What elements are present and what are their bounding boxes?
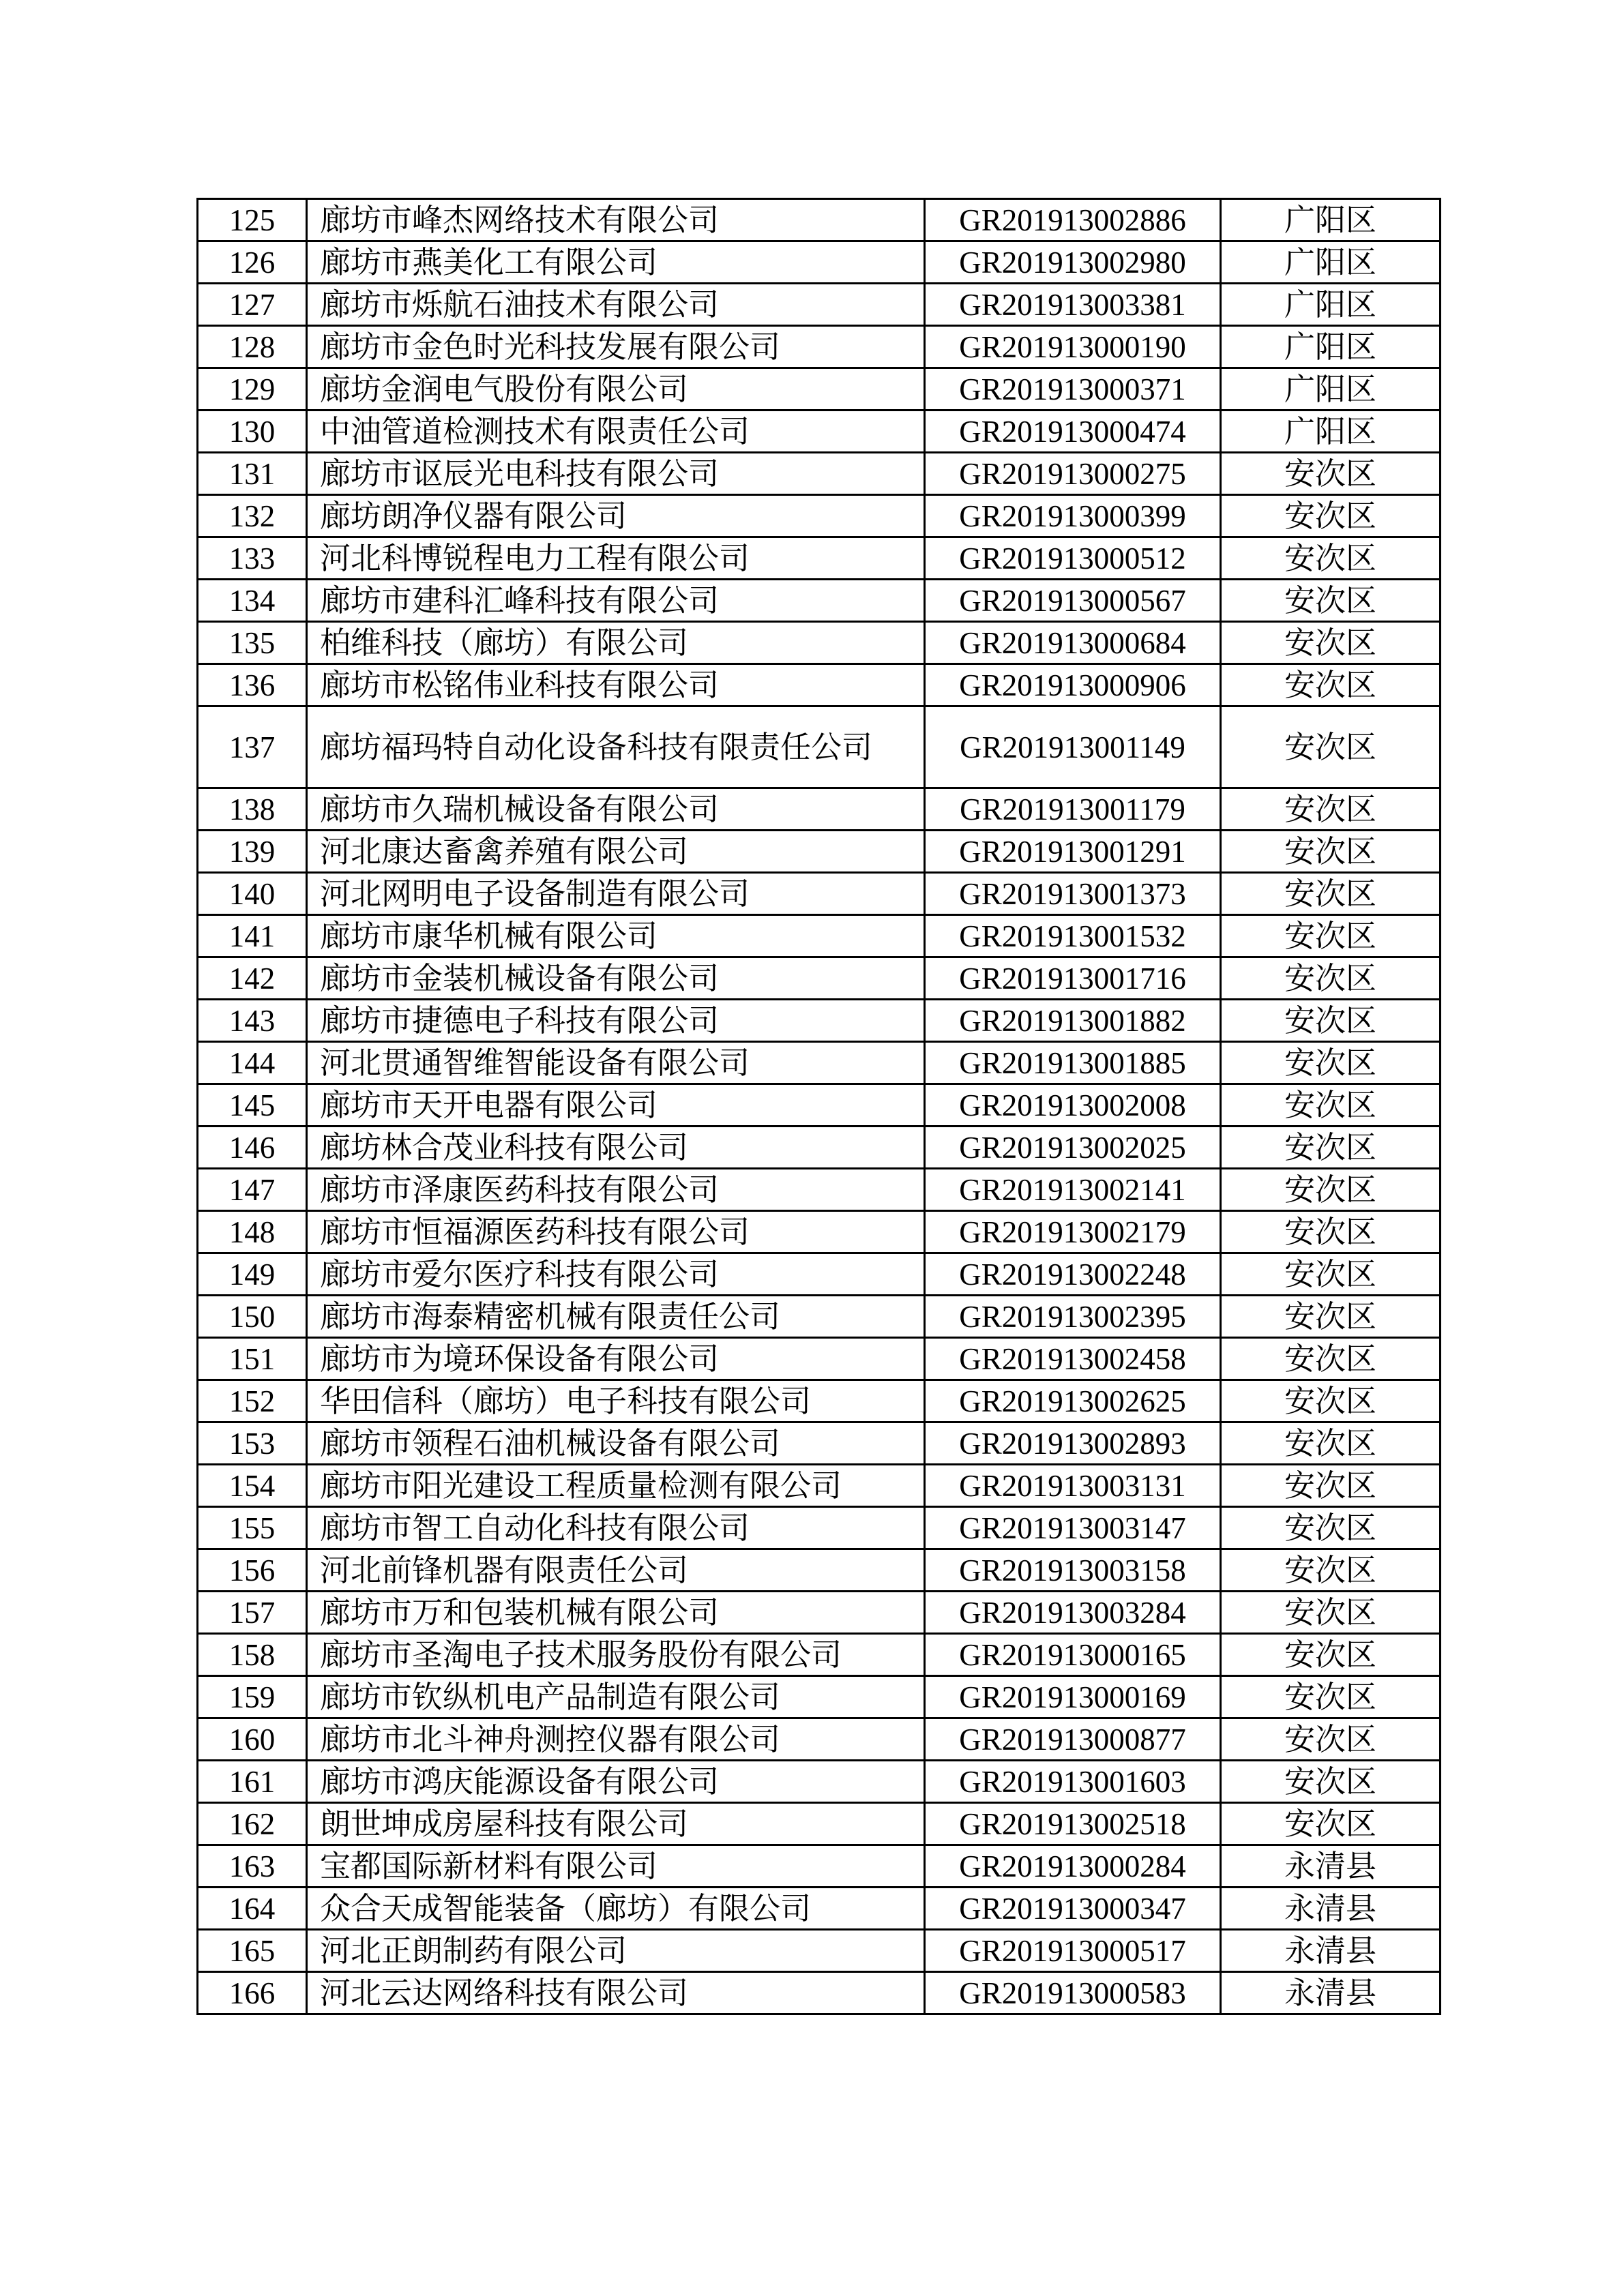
district: 安次区 [1221,1000,1441,1042]
certificate-number: GR201913002025 [925,1127,1221,1169]
row-number: 143 [198,1000,307,1042]
district: 安次区 [1221,1761,1441,1803]
company-name: 廊坊朗净仪器有限公司 [307,495,925,537]
table-row [198,1000,1441,1042]
row-number: 157 [198,1592,307,1634]
row-number: 135 [198,622,307,664]
district: 安次区 [1221,1338,1441,1380]
row-number: 141 [198,915,307,957]
certificate-number: GR201913000371 [925,368,1221,411]
company-name: 廊坊市讴辰光电科技有限公司 [307,453,925,495]
company-name: 廊坊市为境环保设备有限公司 [307,1338,925,1380]
district: 安次区 [1221,1296,1441,1338]
company-name: 廊坊市爱尔医疗科技有限公司 [307,1253,925,1296]
certificate-number: GR201913002458 [925,1338,1221,1380]
row-number: 163 [198,1845,307,1888]
district: 安次区 [1221,1634,1441,1676]
row-number: 147 [198,1169,307,1211]
certificate-number: GR201913000399 [925,495,1221,537]
table-row [198,1718,1441,1761]
district: 安次区 [1221,1718,1441,1761]
company-name: 廊坊市泽康医药科技有限公司 [307,1169,925,1211]
company-name: 廊坊市阳光建设工程质量检测有限公司 [307,1465,925,1507]
row-number: 145 [198,1084,307,1127]
table-row [198,1845,1441,1888]
certificate-number: GR201913001603 [925,1761,1221,1803]
row-number: 139 [198,831,307,873]
table-row [198,1634,1441,1676]
certificate-number: GR201913001716 [925,957,1221,1000]
table-row [198,1465,1441,1507]
district: 安次区 [1221,1127,1441,1169]
certificate-number: GR201913000877 [925,1718,1221,1761]
row-number: 125 [198,199,307,241]
row-number: 127 [198,284,307,326]
certificate-number: GR201913002395 [925,1296,1221,1338]
company-name: 廊坊市智工自动化科技有限公司 [307,1507,925,1549]
company-name: 河北前锋机器有限责任公司 [307,1549,925,1592]
table-row [198,1972,1441,2014]
table-body [198,199,1441,2014]
certificate-number: GR201913002893 [925,1422,1221,1465]
row-number: 160 [198,1718,307,1761]
company-name: 廊坊市金色时光科技发展有限公司 [307,326,925,368]
company-name: 廊坊金润电气股份有限公司 [307,368,925,411]
row-number: 151 [198,1338,307,1380]
table-row [198,664,1441,706]
certificate-number: GR201913001373 [925,873,1221,915]
table-row [198,368,1441,411]
table-row [198,915,1441,957]
district: 安次区 [1221,1676,1441,1718]
row-number: 149 [198,1253,307,1296]
district: 安次区 [1221,706,1441,788]
company-name: 廊坊市领程石油机械设备有限公司 [307,1422,925,1465]
certificate-number: GR201913000275 [925,453,1221,495]
company-name: 廊坊市燕美化工有限公司 [307,241,925,284]
certificate-number: GR201913002886 [925,199,1221,241]
company-name: 廊坊市海泰精密机械有限责任公司 [307,1296,925,1338]
certificate-number: GR201913000169 [925,1676,1221,1718]
table-row [198,284,1441,326]
certificate-number: GR201913001532 [925,915,1221,957]
district: 广阳区 [1221,411,1441,453]
row-number: 166 [198,1972,307,2014]
company-name: 廊坊市建科汇峰科技有限公司 [307,580,925,622]
district: 安次区 [1221,1084,1441,1127]
district: 安次区 [1221,1465,1441,1507]
row-number: 152 [198,1380,307,1422]
row-number: 128 [198,326,307,368]
company-name: 廊坊市钦纵机电产品制造有限公司 [307,1676,925,1718]
certificate-number: GR201913002179 [925,1211,1221,1253]
district: 安次区 [1221,664,1441,706]
company-name: 河北云达网络科技有限公司 [307,1972,925,2014]
table-row [198,873,1441,915]
row-number: 146 [198,1127,307,1169]
table-row [198,326,1441,368]
row-number: 159 [198,1676,307,1718]
table-row [198,1507,1441,1549]
row-number: 136 [198,664,307,706]
certificate-number: GR201913002008 [925,1084,1221,1127]
district: 安次区 [1221,1380,1441,1422]
district: 安次区 [1221,873,1441,915]
district: 安次区 [1221,453,1441,495]
company-name: 廊坊市北斗神舟测控仪器有限公司 [307,1718,925,1761]
company-name: 廊坊林合茂业科技有限公司 [307,1127,925,1169]
district: 安次区 [1221,1042,1441,1084]
certificate-number: GR201913003284 [925,1592,1221,1634]
row-number: 153 [198,1422,307,1465]
certificate-number: GR201913001882 [925,1000,1221,1042]
company-name: 河北科博锐程电力工程有限公司 [307,537,925,580]
certificate-number: GR201913001149 [925,706,1221,788]
table-row [198,831,1441,873]
company-name: 廊坊市松铭伟业科技有限公司 [307,664,925,706]
row-number: 132 [198,495,307,537]
table-row [198,241,1441,284]
district: 安次区 [1221,1592,1441,1634]
certificate-number: GR201913000583 [925,1972,1221,2014]
district: 安次区 [1221,1211,1441,1253]
certificate-number: GR201913001179 [925,788,1221,831]
table-row [198,1761,1441,1803]
district: 安次区 [1221,1507,1441,1549]
company-name: 朗世坤成房屋科技有限公司 [307,1803,925,1845]
company-name: 众合天成智能装备（廊坊）有限公司 [307,1888,925,1930]
table-row [198,1676,1441,1718]
district: 安次区 [1221,957,1441,1000]
row-number: 158 [198,1634,307,1676]
certificate-number: GR201913003131 [925,1465,1221,1507]
district: 安次区 [1221,1422,1441,1465]
district: 永清县 [1221,1930,1441,1972]
row-number: 130 [198,411,307,453]
district: 永清县 [1221,1888,1441,1930]
table-row [198,580,1441,622]
district: 广阳区 [1221,241,1441,284]
company-name: 廊坊市天开电器有限公司 [307,1084,925,1127]
certificate-number: GR201913001885 [925,1042,1221,1084]
table-row [198,1296,1441,1338]
row-number: 126 [198,241,307,284]
certificate-number: GR201913000906 [925,664,1221,706]
table-row [198,495,1441,537]
district: 安次区 [1221,580,1441,622]
district: 永清县 [1221,1845,1441,1888]
certificate-number: GR201913000684 [925,622,1221,664]
district: 广阳区 [1221,284,1441,326]
table-row [198,1042,1441,1084]
table-row [198,1338,1441,1380]
company-name: 柏维科技（廊坊）有限公司 [307,622,925,664]
company-name: 廊坊市圣淘电子技术服务股份有限公司 [307,1634,925,1676]
table-row [198,1380,1441,1422]
enterprise-table [196,198,1441,2015]
district: 安次区 [1221,831,1441,873]
table-row [198,1422,1441,1465]
certificate-number: GR201913000512 [925,537,1221,580]
row-number: 150 [198,1296,307,1338]
certificate-number: GR201913000567 [925,580,1221,622]
row-number: 156 [198,1549,307,1592]
table-row [198,1592,1441,1634]
row-number: 142 [198,957,307,1000]
company-name: 廊坊市恒福源医药科技有限公司 [307,1211,925,1253]
certificate-number: GR201913001291 [925,831,1221,873]
table-row [198,411,1441,453]
company-name: 河北康达畜禽养殖有限公司 [307,831,925,873]
company-name: 宝都国际新材料有限公司 [307,1845,925,1888]
certificate-number: GR201913000347 [925,1888,1221,1930]
company-name: 河北网明电子设备制造有限公司 [307,873,925,915]
district: 广阳区 [1221,326,1441,368]
table-row [198,622,1441,664]
certificate-number: GR201913002625 [925,1380,1221,1422]
company-name: 廊坊市峰杰网络技术有限公司 [307,199,925,241]
row-number: 133 [198,537,307,580]
row-number: 161 [198,1761,307,1803]
company-name: 廊坊市万和包装机械有限公司 [307,1592,925,1634]
company-name: 河北贯通智维智能设备有限公司 [307,1042,925,1084]
row-number: 134 [198,580,307,622]
table-row [198,453,1441,495]
row-number: 140 [198,873,307,915]
company-name: 廊坊市捷德电子科技有限公司 [307,1000,925,1042]
certificate-number: GR201913000165 [925,1634,1221,1676]
company-name: 廊坊市久瑞机械设备有限公司 [307,788,925,831]
certificate-number: GR201913002248 [925,1253,1221,1296]
certificate-number: GR201913003381 [925,284,1221,326]
row-number: 164 [198,1888,307,1930]
table-row [198,1253,1441,1296]
table-row [198,1084,1441,1127]
certificate-number: GR201913002141 [925,1169,1221,1211]
table-row [198,788,1441,831]
row-number: 148 [198,1211,307,1253]
district: 安次区 [1221,915,1441,957]
row-number: 165 [198,1930,307,1972]
table-row [198,199,1441,241]
district: 安次区 [1221,495,1441,537]
row-number: 138 [198,788,307,831]
table-row [198,1127,1441,1169]
row-number: 155 [198,1507,307,1549]
certificate-number: GR201913002518 [925,1803,1221,1845]
row-number: 144 [198,1042,307,1084]
company-name: 廊坊福玛特自动化设备科技有限责任公司 [307,706,925,788]
certificate-number: GR201913003158 [925,1549,1221,1592]
row-number: 154 [198,1465,307,1507]
table-row [198,1930,1441,1972]
district: 广阳区 [1221,368,1441,411]
certificate-number: GR201913000474 [925,411,1221,453]
table-row [198,1549,1441,1592]
table-row [198,537,1441,580]
table-row [198,1211,1441,1253]
certificate-number: GR201913000190 [925,326,1221,368]
district: 安次区 [1221,1803,1441,1845]
company-name: 廊坊市烁航石油技术有限公司 [307,284,925,326]
table-row [198,957,1441,1000]
district: 安次区 [1221,1549,1441,1592]
certificate-number: GR201913002980 [925,241,1221,284]
table-row [198,706,1441,788]
district: 永清县 [1221,1972,1441,2014]
certificate-number: GR201913003147 [925,1507,1221,1549]
row-number: 129 [198,368,307,411]
company-name: 廊坊市金装机械设备有限公司 [307,957,925,1000]
table-row [198,1169,1441,1211]
table-row [198,1888,1441,1930]
district: 安次区 [1221,537,1441,580]
certificate-number: GR201913000517 [925,1930,1221,1972]
row-number: 137 [198,706,307,788]
row-number: 162 [198,1803,307,1845]
company-name: 中油管道检测技术有限责任公司 [307,411,925,453]
table-row [198,1803,1441,1845]
district: 安次区 [1221,622,1441,664]
district: 安次区 [1221,788,1441,831]
district: 安次区 [1221,1169,1441,1211]
district: 安次区 [1221,1253,1441,1296]
district: 广阳区 [1221,199,1441,241]
certificate-number: GR201913000284 [925,1845,1221,1888]
company-name: 廊坊市鸿庆能源设备有限公司 [307,1761,925,1803]
row-number: 131 [198,453,307,495]
company-name: 廊坊市康华机械有限公司 [307,915,925,957]
company-name: 河北正朗制药有限公司 [307,1930,925,1972]
company-name: 华田信科（廊坊）电子科技有限公司 [307,1380,925,1422]
